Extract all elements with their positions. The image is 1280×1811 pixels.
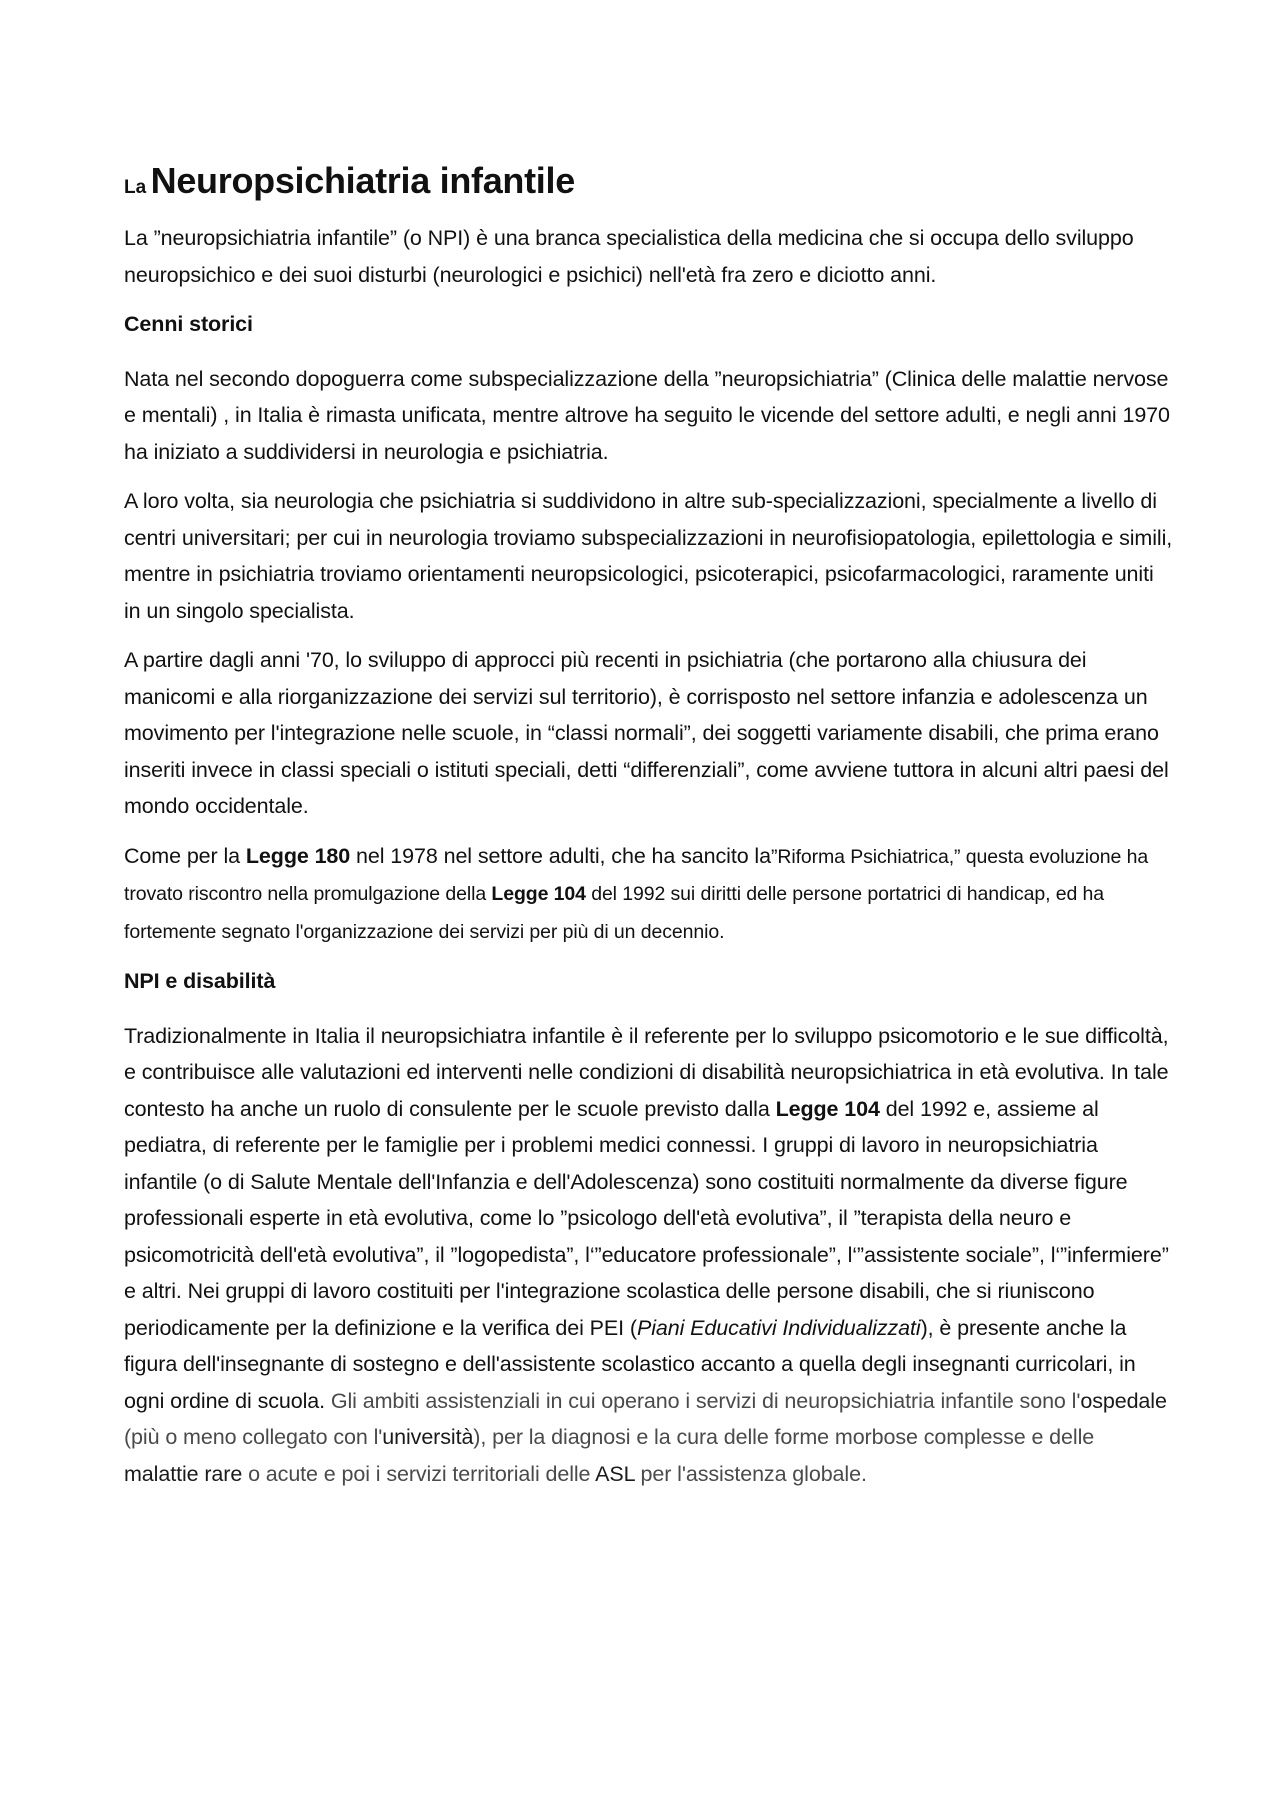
law-104-bold: Legge 104 (491, 883, 586, 905)
title-main: Neuropsichiatria infantile (150, 160, 575, 201)
text-run: Come per la (124, 843, 246, 868)
text-run: del 1992 e, assieme al pediatra, di referente per le famiglie per i problemi medici connessi. I gruppi di lavoro in neuropsichiatria infantile (o di Salute Mentale dell'Infanzia e dell'Adolescenza) sono costituiti normalmente da diverse figure professionali esperte in età evolutiva, come lo ”psicologo dell'età evolutiva”, il ”terapista della neuro e psicomotricità dell'età evolutiva”, il ”logopedista”, l‘”educatore professionale”, l‘”assistente sociale”, l‘”infermiere” e altri. Nei gruppi di lavoro costituiti per l'integrazione scolastica delle persone disabili, che si riuniscono periodicamente per la definizione e la verifica dei PEI ( (124, 1096, 1169, 1340)
text-run: Gli ambiti assistenziali in cui operano i servizi di neuropsichiatria infantile sono l' (325, 1388, 1081, 1413)
ospedale-term: ospedale (1080, 1388, 1167, 1413)
asl-term: ASL (595, 1461, 635, 1486)
disability-paragraph (124, 1018, 1174, 1493)
text-run: ”Riforma Psichiatrica,” questa evoluzione ha trovato riscontro nella promulgazione della (124, 845, 1149, 905)
pei-italic: Piani Educativi Individualizzati (636, 1315, 921, 1340)
history-paragraph-3: A partire dagli anni '70, lo sviluppo di approcci più recenti in psichiatria (che portarono alla chiusura dei manicomi e alla riorganizzazione dei servizi sul territorio), è corrisposto nel settore infanzia e adolescenza un movimento per l'integrazione nelle scuole, in “classi normali”, dei soggetti variamente disabili, che prima erano inseriti invece in classi speciali o istituti speciali, detti “differenziali”, come avviene tuttora in alcuni altri paesi del mondo occidentale. (124, 648, 1169, 818)
history-paragraph-1: Nata nel secondo dopoguerra come subspecializzazione della ”neuropsichiatria” (Clinica delle malattie nervose e mentali) , in Italia è rimasta unificata, mentre altrove ha seguito le vicende del settore adulti, e negli anni 1970 ha iniziato a suddividersi in neurologia e psichiatria. (124, 366, 1170, 464)
document-page (124, 160, 1174, 1505)
text-run: per l'assistenza globale. (634, 1461, 867, 1486)
text-run: nel 1978 nel settore adulti, che ha sancito la (350, 843, 771, 868)
text-run: del 1992 sui diritti delle persone portatrici di handicap, ed ha fortemente segnato l'organizzazione dei servizi per più di un decennio. (124, 883, 1105, 943)
text-run: (più o meno collegato con l' (124, 1425, 383, 1449)
malattie-rare-term: malattie rare (124, 1461, 243, 1486)
section-heading-cenni-storici: Cenni storici (124, 312, 253, 336)
history-paragraph-4 (124, 838, 1174, 951)
history-paragraph-2: A loro volta, sia neurologia che psichiatria si suddividono in altre sub-specializzazioni, specialmente a livello di centri universitari; per cui in neurologia troviamo subspecializzazioni in neurofisiopatologia, epilettologia e simili, mentre in psichiatria troviamo orientamenti neuropsicologici, psicoterapici, psicofarmacologici, raramente uniti in un singolo specialista. (124, 489, 1173, 623)
title-prefix: La (124, 177, 147, 198)
law-104-bold: Legge 104 (775, 1096, 880, 1121)
intro-paragraph: La ”neuropsichiatria infantile” (o NPI) è una branca specialistica della medicina che si occupa dello sviluppo neuropsichico e dei suoi disturbi (neurologici e psichici) nell'età fra zero e diciotto anni. (124, 226, 1134, 287)
text-run: o acute e poi i servizi territoriali delle (242, 1461, 596, 1486)
text-run: Tradizionalmente in Italia il neuropsichiatra infantile è il referente per lo sviluppo psicomotorio e le sue difficoltà, e contribuisce alle valutazioni ed interventi nelle condizioni di disabilità neuropsichiatrica in età evolutiva. In tale contesto ha anche un ruolo di consulente per le scuole previsto dalla (124, 1023, 1169, 1121)
universita-term: università (382, 1425, 474, 1449)
text-run: ), per la diagnosi e la cura delle forme morbose complesse e delle (473, 1425, 1095, 1449)
law-180-bold: Legge 180 (245, 843, 351, 868)
section-heading-npi-disabilita: NPI e disabilità (124, 969, 276, 993)
page-title (124, 160, 1174, 202)
text-run: ), è presente anche la figura dell'insegnante di sostegno e dell'assistente scolastico accanto a quella degli insegnanti curricolari, in ogni ordine di scuola. (124, 1315, 1136, 1413)
